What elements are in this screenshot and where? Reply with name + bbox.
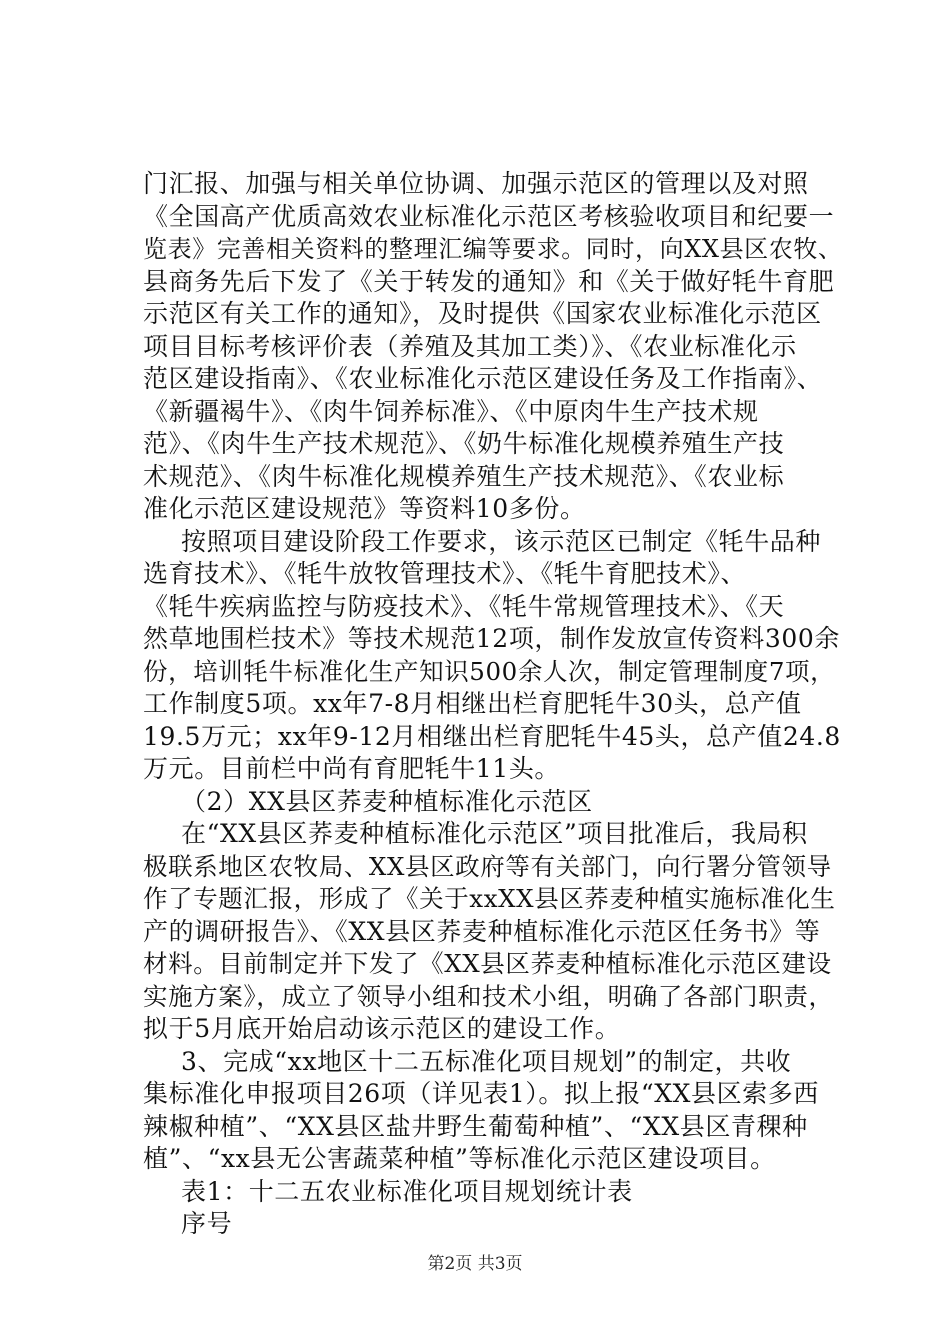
text-line: 县商务先后下发了《关于转发的通知》和《关于做好牦牛育肥	[143, 266, 835, 296]
text-line: 份，培训牦牛标准化生产知识500余人次，制定管理制度7项，	[143, 656, 836, 686]
text-line: 产的调研报告》、《XX县区荞麦种植标准化示范区任务书》等	[143, 916, 821, 946]
text-line: 极联系地区农牧局、XX县区政府等有关部门，向行署分管领导	[143, 851, 832, 881]
text-line: 示范区有关工作的通知》，及时提供《国家农业标准化示范区	[143, 299, 822, 328]
text-line: 3、完成“xx地区十二五标准化项目规划”的制定，共收	[181, 1046, 792, 1076]
text-line: 《新疆褐牛》、《肉牛饲养标准》、《中原肉牛生产技术规	[143, 396, 759, 426]
text-line: 项目目标考核评价表（养殖及其加工类）》、《农业标准化示	[143, 331, 797, 361]
text-line: 集标准化申报项目26项（详见表1）。拟上报“XX县区索多西	[143, 1079, 819, 1108]
text-line: 《全国高产优质高效农业标准化示范区考核验收项目和纪要一	[143, 201, 835, 231]
text-line: 术规范》、《肉牛标准化规模养殖生产技术规范》、《农业标	[143, 461, 785, 491]
text-line: 实施方案》，成立了领导小组和技术小组，明确了各部门职责，	[143, 981, 834, 1011]
text-line: 按照项目建设阶段工作要求，该示范区已制定《牦牛品种	[181, 526, 822, 556]
text-line: 范区建设指南》、《农业标准化示范区建设任务及工作指南》、	[143, 364, 823, 393]
text-line: 《牦牛疾病监控与防疫技术》、《牦牛常规管理技术》、《天	[143, 591, 785, 621]
text-line: 选育技术》、《牦牛放牧管理技术》、《牦牛育肥技术》、	[143, 559, 747, 588]
text-line: 辣椒种植”、“XX县区盐井野生葡萄种植”、“XX县区青稞种	[143, 1111, 808, 1141]
text-line: 表1：十二五农业标准化项目规划统计表	[181, 1176, 633, 1206]
text-line: 作了专题汇报，形成了《关于xxXX县区荞麦种植实施标准化生	[143, 884, 836, 913]
text-line: 植”、“xx县无公害蔬菜种植”等标准化示范区建设项目。	[143, 1144, 776, 1173]
text-line: 准化示范区建设规范》等资料10多份。	[143, 494, 586, 523]
page-footer: 第2页 共3页	[427, 1254, 523, 1274]
text-line: 工作制度5项。xx年7-8月相继出栏育肥牦牛30头，总产值	[143, 689, 802, 718]
text-line: 在“XX县区荞麦种植标准化示范区”项目批准后，我局积	[181, 819, 808, 848]
text-line: 拟于5月底开始启动该示范区的建设工作。	[143, 1014, 621, 1043]
text-line: （2）XX县区荞麦种植标准化示范区	[181, 786, 593, 816]
text-line: 19.5万元；xx年9-12月相继出栏育肥牦牛45头，总产值24.8	[143, 721, 841, 751]
text-line: 材料。目前制定并下发了《XX县区荞麦种植标准化示范区建设	[143, 949, 832, 978]
text-line: 览表》完善相关资料的整理汇编等要求。同时，向XX县区农牧、	[143, 235, 843, 263]
text-line: 然草地围栏技术》等技术规范12项，制作发放宣传资料300余	[143, 624, 840, 653]
text-line: 万元。目前栏中尚有育肥牦牛11头。	[143, 754, 561, 783]
text-line: 范》、《肉牛生产技术规范》、《奶牛标准化规模养殖生产技	[143, 429, 785, 458]
text-line: 门汇报、加强与相关单位协调、加强示范区的管理以及对照	[143, 169, 809, 198]
text-line: 序号	[181, 1209, 233, 1238]
document-body	[143, 168, 843, 1241]
